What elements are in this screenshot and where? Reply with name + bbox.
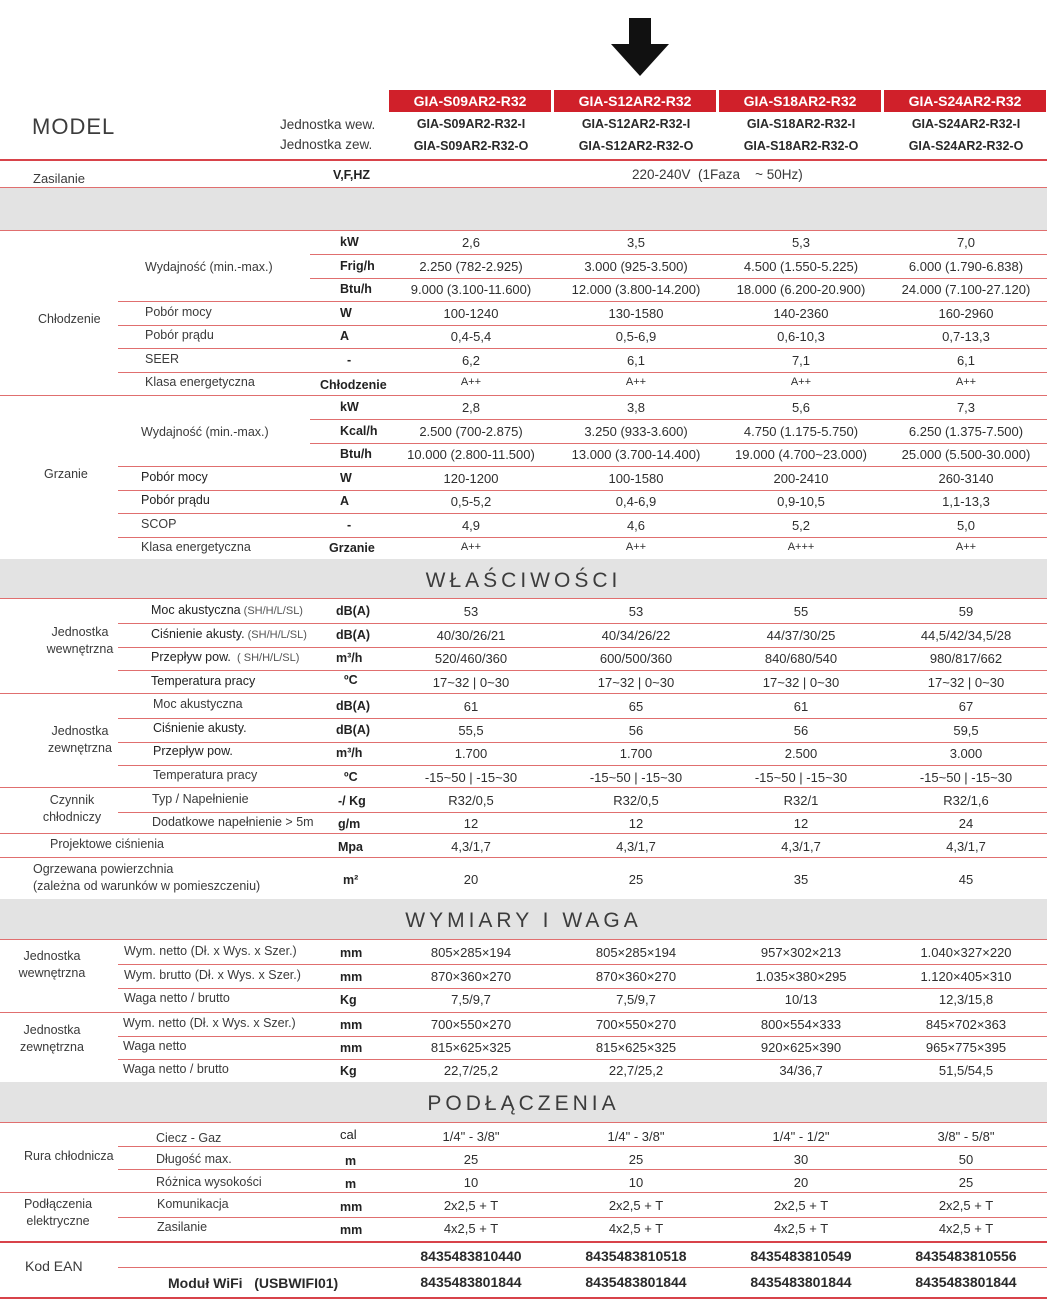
row-unit: kW xyxy=(340,400,359,414)
dim-outdoor-group: Jednostka zewnętrzna xyxy=(20,1023,84,1054)
row-unit: A xyxy=(340,329,350,343)
row-label: Wym. netto (Dł. x Wys. x Szer.) xyxy=(123,1016,296,1030)
row-value: 805×285×194 xyxy=(595,945,677,960)
row-label-main: Przepływ pow. xyxy=(151,650,231,664)
row-label-main: Temperatura pracy xyxy=(151,673,256,688)
row-value: 7,5/9,7 xyxy=(451,992,491,1007)
row-unit: Kg xyxy=(340,1064,357,1078)
row-value: 140-2360 xyxy=(773,305,829,321)
row-value: 59,5 xyxy=(953,722,979,738)
row-value: 6,2 xyxy=(461,352,481,368)
row-value: 1.120×405×310 xyxy=(920,968,1012,984)
outdoor-unit-code: GIA-S24AR2-R32-O xyxy=(908,139,1024,153)
row-unit: m² xyxy=(343,873,359,887)
power-unit: V,F,HZ xyxy=(333,168,371,182)
row-value: 67 xyxy=(958,699,974,714)
row-value: 50 xyxy=(958,1152,974,1167)
row-value: 4x2,5 + T xyxy=(443,1221,499,1236)
row-label: Wym. netto (Dł. x Wys. x Szer.) xyxy=(124,944,297,958)
row-value: 6.250 (1.375-7.500) xyxy=(908,423,1024,439)
indoor-unit-code: GIA-S18AR2-R32-I xyxy=(746,117,856,131)
row-value: 25 xyxy=(628,872,644,887)
row-value: A++ xyxy=(955,376,977,388)
row-value: 700×550×270 xyxy=(430,1017,512,1032)
row-unit: dB(A) xyxy=(336,604,371,618)
row-value: R32/0,5 xyxy=(613,793,659,808)
row-unit: ºC xyxy=(344,672,358,687)
row-label-sub: ( SH/H/L/SL) xyxy=(230,652,300,664)
row-value: 3,5 xyxy=(626,235,646,250)
row-unit: W xyxy=(340,470,352,485)
row-unit: W xyxy=(340,305,352,320)
row-value: 2x2,5 + T xyxy=(443,1198,499,1213)
ean-code: 8435483810440 xyxy=(420,1248,522,1264)
row-value: 3.000 xyxy=(949,746,983,761)
row-value: 520/460/360 xyxy=(434,651,508,666)
row-value: 2.250 (782-2.925) xyxy=(419,258,523,274)
wifi-module-label: Moduł WiFi (USBWIFI01) xyxy=(168,1275,339,1291)
wifi-ean-code: 8435483801844 xyxy=(915,1274,1017,1290)
row-value: A++ xyxy=(955,541,977,553)
row-unit: m xyxy=(345,1154,357,1168)
model-header-2: GIA-S12AR2-R32 xyxy=(554,90,716,112)
row-value: 17~32 | 0~30 xyxy=(432,674,510,690)
row-value: 17~32 | 0~30 xyxy=(762,674,840,690)
row-value: 3.000 (925-3.500) xyxy=(584,258,688,274)
row-unit: m³/h xyxy=(336,651,363,665)
row-value: 805×285×194 xyxy=(430,945,512,960)
row-unit: Chłodzenie xyxy=(320,378,387,392)
features-title: WŁAŚCIWOŚCI xyxy=(425,569,622,592)
row-unit: Kg xyxy=(340,993,357,1007)
row-unit: - xyxy=(347,352,352,367)
row-value: 10.000 (2.800-11.500) xyxy=(407,447,535,462)
row-value: -15~50 | -15~30 xyxy=(919,769,1013,785)
row-value: 2x2,5 + T xyxy=(773,1198,829,1213)
row-label: Ciśnienie akusty. xyxy=(153,720,247,735)
row-value: 61 xyxy=(463,699,479,714)
row-label: Klasa energetyczna xyxy=(145,375,255,389)
row-value: 44/37/30/25 xyxy=(766,627,836,643)
row-value: 0,6-10,3 xyxy=(777,329,825,344)
row-value: A++ xyxy=(625,541,647,553)
row-value: 7,5/9,7 xyxy=(616,992,656,1007)
row-value: 840/680/540 xyxy=(764,651,838,666)
row-label: Komunikacja xyxy=(157,1197,229,1211)
row-value: 7,3 xyxy=(956,400,976,415)
row-label: Pobór mocy xyxy=(145,304,212,319)
row-value: 700×550×270 xyxy=(595,1017,677,1032)
row-value: 1.700 xyxy=(454,746,488,761)
row-unit: dB(A) xyxy=(336,699,371,713)
row-value: 1.040×327×220 xyxy=(920,945,1012,960)
row-value: 9.000 (3.100-11.600) xyxy=(410,282,532,297)
row-value: 55 xyxy=(793,604,809,619)
row-label: Pobór prądu xyxy=(141,493,210,507)
row-label-sub: (SH/H/L/SL) xyxy=(240,605,303,617)
wifi-ean-code: 8435483801844 xyxy=(750,1274,852,1290)
row-value: 12 xyxy=(463,816,479,831)
row-unit: mm xyxy=(340,1223,363,1237)
row-label: Waga netto xyxy=(123,1039,187,1053)
row-value: 25 xyxy=(628,1152,644,1167)
row-value: 7,0 xyxy=(956,235,976,250)
row-value: 870×360×270 xyxy=(595,968,677,984)
pipes-group: Rura chłodnicza xyxy=(24,1149,114,1163)
row-value: 12,3/15,8 xyxy=(938,992,994,1007)
indoor-unit-code: GIA-S24AR2-R32-I xyxy=(911,117,1021,131)
row-unit: Frig/h xyxy=(340,258,375,273)
row-label: Dodatkowe napełnienie > 5m xyxy=(152,815,314,829)
row-label: Waga netto / brutto xyxy=(123,1062,229,1076)
row-label xyxy=(151,628,307,641)
row-unit: g/m xyxy=(338,817,361,831)
row-value: 4x2,5 + T xyxy=(938,1221,994,1236)
indoor-props-group: Jednostka wewnętrzna xyxy=(46,625,114,656)
row-value: 0,7-13,3 xyxy=(942,329,990,344)
row-value: 10 xyxy=(628,1175,644,1190)
row-value: 4x2,5 + T xyxy=(773,1221,829,1236)
row-value: 4.500 (1.550-5.225) xyxy=(743,258,859,274)
row-value: 13.000 (3.700-14.400) xyxy=(571,447,701,462)
row-value: 12 xyxy=(793,816,809,831)
row-value: 2,6 xyxy=(461,235,481,250)
row-value: 920×625×390 xyxy=(760,1040,842,1055)
down-arrow-icon xyxy=(611,18,669,76)
row-value: 5,2 xyxy=(791,517,811,533)
power-value: 220-240V (1Faza ~ 50Hz) xyxy=(632,167,803,182)
row-label-main: Moc akustyczna xyxy=(151,603,241,617)
row-value: 4.750 (1.175-5.750) xyxy=(743,423,859,439)
model-header-4: GIA-S24AR2-R32 xyxy=(884,90,1046,112)
row-value: 22,7/25,2 xyxy=(608,1063,664,1078)
row-value: 0,4-6,9 xyxy=(615,494,657,509)
ean-code: 8435483810518 xyxy=(585,1248,687,1264)
row-label: Długość max. xyxy=(156,1152,232,1166)
row-unit: m xyxy=(345,1177,357,1191)
row-value: 10/13 xyxy=(784,992,818,1007)
ean-code: 8435483810549 xyxy=(750,1248,852,1264)
dim-indoor-group: Jednostka wewnętrzna xyxy=(18,949,86,980)
row-value: 55,5 xyxy=(458,722,484,738)
row-value: 51,5/54,5 xyxy=(938,1063,994,1078)
heating-capacity-label: Wydajność (min.-max.) xyxy=(141,425,269,439)
row-label-main: Ciśnienie akusty. xyxy=(151,626,245,641)
row-value: 4x2,5 + T xyxy=(608,1221,664,1236)
outdoor-unit-code: GIA-S09AR2-R32-O xyxy=(413,139,529,153)
row-value: 3,8 xyxy=(626,400,646,415)
row-value: 870×360×270 xyxy=(430,968,512,984)
row-label: Klasa energetyczna xyxy=(141,540,251,554)
row-value: 10 xyxy=(463,1175,479,1190)
model-header-1: GIA-S09AR2-R32 xyxy=(389,90,551,112)
row-unit: ºC xyxy=(344,769,358,784)
row-value: 2,8 xyxy=(461,400,481,415)
row-unit: mm xyxy=(340,969,363,984)
row-value: 25 xyxy=(958,1175,974,1190)
row-value: 3.250 (933-3.600) xyxy=(584,423,688,439)
row-unit: kW xyxy=(340,235,359,249)
row-value: 4,3/1,7 xyxy=(451,839,491,854)
row-unit: mm xyxy=(340,1041,363,1055)
row-value: 22,7/25,2 xyxy=(443,1063,499,1078)
outdoor-props-group: Jednostka zewnętrzna xyxy=(48,724,112,755)
wifi-ean-code: 8435483801844 xyxy=(585,1274,687,1290)
row-unit: m³/h xyxy=(336,746,363,760)
row-value: 2.500 (700-2.875) xyxy=(419,423,523,439)
row-value: 815×625×325 xyxy=(430,1040,512,1055)
row-value: -15~50 | -15~30 xyxy=(424,769,518,785)
row-value: A++ xyxy=(460,541,482,553)
model-header-3: GIA-S18AR2-R32 xyxy=(719,90,881,112)
row-value: 20 xyxy=(463,872,479,887)
heated-area-label: Ogrzewana powierzchnia xyxy=(33,862,174,876)
row-value: A+++ xyxy=(787,541,815,553)
row-label: Przepływ pow. xyxy=(153,744,233,758)
row-value: 17~32 | 0~30 xyxy=(597,674,675,690)
row-value: R32/1 xyxy=(783,793,819,808)
row-value: 6,1 xyxy=(626,352,646,368)
row-value: 1/4" - 3/8" xyxy=(442,1129,500,1144)
row-value: 1/4" - 1/2" xyxy=(772,1129,830,1144)
row-value: 800×554×333 xyxy=(760,1017,842,1032)
row-value: -15~50 | -15~30 xyxy=(589,769,683,785)
row-value: 160-2960 xyxy=(938,305,994,321)
row-value: 200-2410 xyxy=(773,470,829,486)
row-unit: -/ Kg xyxy=(338,794,366,808)
row-label: SEER xyxy=(145,351,180,366)
row-value: 980/817/662 xyxy=(929,651,1003,666)
row-value: 20 xyxy=(793,1175,809,1190)
row-value: 3/8" - 5/8" xyxy=(937,1129,995,1144)
row-value: 0,5-6,9 xyxy=(615,329,657,344)
row-value: 6,1 xyxy=(956,352,976,368)
row-unit: Btu/h xyxy=(340,447,372,461)
row-value: 53 xyxy=(463,604,479,619)
row-label: Różnica wysokości xyxy=(156,1175,262,1189)
row-value: R32/0,5 xyxy=(448,793,494,808)
cooling-capacity-label: Wydajność (min.-max.) xyxy=(145,260,273,274)
row-value: 957×302×213 xyxy=(760,945,842,960)
row-label xyxy=(151,604,303,617)
row-value: 12.000 (3.800-14.200) xyxy=(571,282,701,297)
row-unit: Kcal/h xyxy=(340,423,378,438)
row-label: SCOP xyxy=(141,516,177,531)
row-value: 5,6 xyxy=(791,400,811,415)
dimensions-title: WYMIARY I WAGA xyxy=(405,909,642,932)
row-value: 600/500/360 xyxy=(599,651,673,666)
ean-code: 8435483810556 xyxy=(915,1248,1017,1264)
design-pressure-label: Projektowe ciśnienia xyxy=(50,837,164,851)
row-value: 44,5/42/34,5/28 xyxy=(920,627,1012,643)
row-value: 4,3/1,7 xyxy=(616,839,656,854)
row-value: 845×702×363 xyxy=(925,1017,1007,1032)
row-value: 100-1580 xyxy=(608,470,664,486)
outdoor-unit-code: GIA-S12AR2-R32-O xyxy=(578,139,694,153)
row-unit: cal xyxy=(340,1127,357,1142)
row-label: Waga netto / brutto xyxy=(124,991,230,1005)
row-value: 2x2,5 + T xyxy=(608,1198,664,1213)
row-value: 7,1 xyxy=(791,352,811,368)
wifi-ean-code: 8435483801844 xyxy=(420,1274,522,1290)
row-value: 34/36,7 xyxy=(779,1063,823,1078)
row-value: 0,4-5,4 xyxy=(450,329,492,344)
row-value: 4,9 xyxy=(461,517,481,533)
row-value: A++ xyxy=(625,376,647,388)
electrical-group: Podłączenia elektryczne xyxy=(23,1197,93,1228)
row-value: 100-1240 xyxy=(443,305,499,321)
row-label: Typ / Napełnienie xyxy=(152,792,249,806)
row-value: 5,0 xyxy=(956,517,976,533)
row-label xyxy=(151,675,255,688)
row-label: Ciecz - Gaz xyxy=(156,1131,222,1145)
row-unit: dB(A) xyxy=(336,627,371,642)
row-value: 1/4" - 3/8" xyxy=(607,1129,665,1144)
row-unit: mm xyxy=(340,1018,363,1032)
row-value: 59 xyxy=(958,604,974,619)
row-label: Zasilanie xyxy=(157,1220,208,1234)
row-unit: dB(A) xyxy=(336,722,371,737)
row-value: A++ xyxy=(790,376,812,388)
heated-area-label2: (zależna od warunków w pomieszczeniu) xyxy=(33,879,261,893)
row-value: 24 xyxy=(958,816,974,831)
row-value: 56 xyxy=(793,722,809,738)
row-value: 260-3140 xyxy=(938,470,994,486)
row-label: Pobór mocy xyxy=(141,469,208,484)
connections-title: PODŁĄCZENIA xyxy=(427,1092,620,1115)
heating-group-label: Grzanie xyxy=(44,467,88,481)
row-value: 0,5-5,2 xyxy=(450,494,492,509)
row-value: 25.000 (5.500-30.000) xyxy=(901,447,1031,462)
row-value: 45 xyxy=(958,872,974,887)
row-value: 24.000 (7.100-27.120) xyxy=(901,282,1031,297)
row-value: 1.700 xyxy=(619,746,653,761)
row-value: -15~50 | -15~30 xyxy=(754,769,848,785)
row-value: 1.035×380×295 xyxy=(755,968,847,984)
row-value: 18.000 (6.200-20.900) xyxy=(736,282,866,297)
row-value: 4,3/1,7 xyxy=(946,839,986,854)
row-value: 130-1580 xyxy=(608,305,664,321)
row-value: 56 xyxy=(628,722,644,738)
row-value: 30 xyxy=(793,1152,809,1167)
ean-label: Kod EAN xyxy=(25,1258,83,1274)
row-value: 12 xyxy=(628,816,644,831)
row-value: 120-1200 xyxy=(443,470,499,486)
row-label: Moc akustyczna xyxy=(153,697,243,711)
row-value: 61 xyxy=(793,699,809,714)
row-label-sub: (SH/H/L/SL) xyxy=(244,628,307,641)
row-unit: Mpa xyxy=(338,840,363,854)
row-value: R32/1,6 xyxy=(943,793,989,808)
model-title: MODEL xyxy=(32,114,116,139)
row-value: 35 xyxy=(793,872,809,887)
refrigerant-group: Czynnik chłodniczy xyxy=(42,793,102,824)
row-value: 25 xyxy=(463,1152,479,1167)
outdoor-unit-label: Jednostka zew. xyxy=(280,137,373,152)
row-value: 2.500 xyxy=(784,746,818,761)
row-value: 4,3/1,7 xyxy=(781,839,821,854)
row-value: 40/30/26/21 xyxy=(436,627,506,643)
row-value: A++ xyxy=(460,376,482,388)
row-value: 965×775×395 xyxy=(925,1040,1007,1055)
row-value: 4,6 xyxy=(626,517,646,533)
row-value: 1,1-13,3 xyxy=(942,494,990,509)
row-label: Pobór prądu xyxy=(145,328,214,342)
row-value: 815×625×325 xyxy=(595,1040,677,1055)
row-label: Wym. brutto (Dł. x Wys. x Szer.) xyxy=(124,967,301,982)
row-value: 19.000 (4.700~23.000) xyxy=(735,447,867,462)
row-unit: mm xyxy=(340,946,363,960)
row-label: Temperatura pracy xyxy=(153,767,258,782)
row-value: 53 xyxy=(628,604,644,619)
power-label: Zasilanie xyxy=(33,171,86,186)
indoor-unit-code: GIA-S12AR2-R32-I xyxy=(581,117,691,131)
indoor-unit-code: GIA-S09AR2-R32-I xyxy=(416,117,526,131)
row-value: 65 xyxy=(628,699,644,714)
cooling-group-label: Chłodzenie xyxy=(38,312,101,326)
row-unit: Grzanie xyxy=(329,541,375,555)
outdoor-unit-code: GIA-S18AR2-R32-O xyxy=(743,139,859,153)
row-unit: A xyxy=(340,494,350,508)
row-value: 2x2,5 + T xyxy=(938,1198,994,1213)
row-value: 17~32 | 0~30 xyxy=(927,674,1005,690)
row-value: 5,3 xyxy=(791,235,811,250)
row-unit: mm xyxy=(340,1200,363,1214)
indoor-unit-label: Jednostka wew. xyxy=(280,117,376,132)
row-label xyxy=(151,651,299,664)
row-unit: - xyxy=(347,517,352,532)
row-value: 40/34/26/22 xyxy=(601,627,671,643)
blank-band xyxy=(0,188,1047,230)
row-unit: Btu/h xyxy=(340,282,372,296)
row-value: 0,9-10,5 xyxy=(777,494,825,509)
row-value: 6.000 (1.790-6.838) xyxy=(908,258,1024,274)
